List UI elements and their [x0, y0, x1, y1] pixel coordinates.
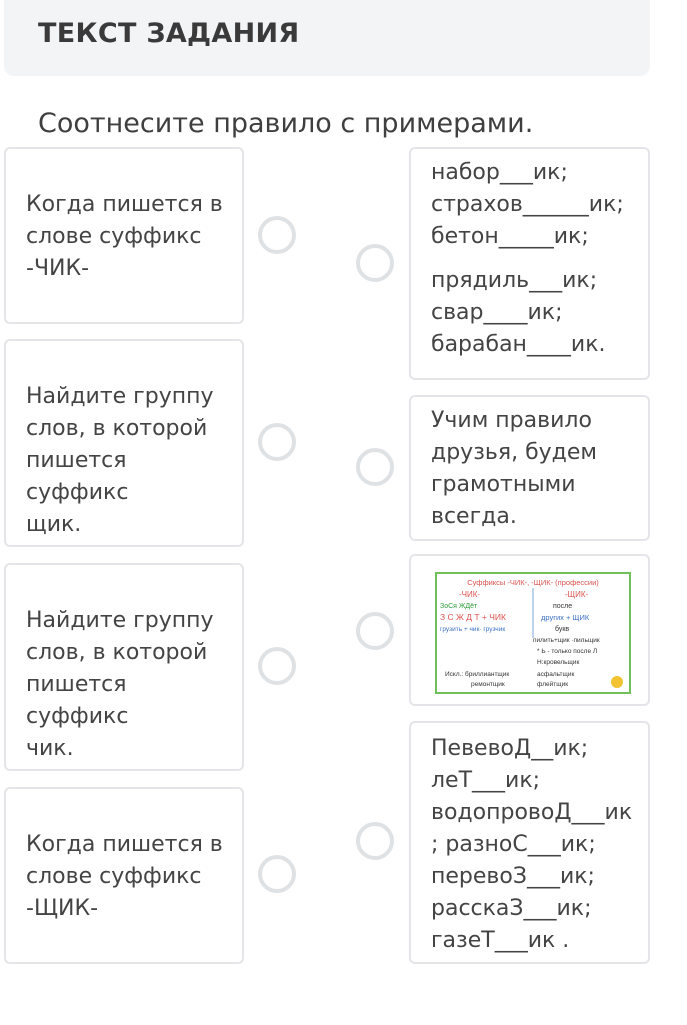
task-header [4, 0, 650, 76]
rule-image-col1-line1: ЗоСя ЖДёт [440, 603, 478, 610]
right-card-4-text: ПевевоД__ик; леТ___ик; водопровоД___ик ; разноС___ик; перевоЗ___ик; расскаЗ___ик; газеТ___ик . [431, 736, 633, 953]
rule-image-line5: * Ь - только после Л [537, 648, 598, 655]
right-radio-2[interactable] [356, 448, 394, 486]
rule-image-line4: пилить+щик ·пильщик [533, 637, 600, 644]
left-radio-3[interactable] [258, 647, 296, 685]
right-radio-4[interactable] [356, 822, 394, 860]
left-card-4-text: Когда пишется в слове суффикс -ЩИК- [26, 832, 223, 921]
left-radio-4[interactable] [258, 855, 296, 893]
right-card-3[interactable] [409, 554, 650, 706]
left-card-1[interactable] [4, 147, 244, 324]
rule-image-col2-header: -ЩИК- [565, 590, 589, 599]
right-card-1[interactable] [409, 147, 650, 380]
right-card-2[interactable] [409, 395, 650, 541]
rule-image-exception-2: асфальтщик [537, 671, 575, 678]
left-card-3[interactable] [4, 563, 244, 771]
rule-image-col2-line1: после [553, 603, 573, 610]
rule-image-col2-line2: других + ЩИК [541, 613, 590, 622]
right-card-4[interactable] [409, 721, 650, 964]
left-card-3-text: Найдите группу слов, в которой пишется суффикс чик. [26, 608, 214, 761]
left-card-1-text: Когда пишется в слове суффикс -ЧИК- [26, 192, 223, 281]
left-card-2[interactable] [4, 339, 244, 547]
rule-image-col2-line3: букв [555, 626, 570, 633]
left-card-4[interactable] [4, 787, 244, 964]
rule-image-title: Суффиксы -ЧИК-, -ЩИК- (профессии) [467, 578, 599, 587]
rule-image-line6: Н:кровельщик [537, 659, 580, 666]
question-text: Соотнесите правило с примерами. [38, 108, 534, 139]
right-card-1-text-b: прядиль___ик; свар____ик; барабан____ик. [431, 268, 606, 357]
right-card-2-text: Учим правило друзья, будем грамотными всегда. [431, 408, 598, 529]
rule-image-exception-4: флейтщик [537, 681, 569, 688]
suffix-rule-image [435, 572, 631, 694]
right-card-1-text-a: набор___ик; страхов______ик; бетон_____ик; [431, 160, 624, 249]
rule-image-exception-3: ремонтщик [471, 681, 505, 688]
right-radio-1[interactable] [356, 244, 394, 282]
right-radio-3[interactable] [356, 612, 394, 650]
rule-image-col1-line3: грузить + чик· грузчик [440, 626, 506, 633]
rule-image-col1-line2: З С Ж Д Т + ЧИК [440, 612, 506, 622]
left-radio-2[interactable] [258, 423, 296, 461]
left-radio-1[interactable] [258, 216, 296, 254]
task-header-title: ТЕКСТ ЗАДАНИЯ [38, 18, 300, 49]
rule-image-exception-1: Искл.: бриллиантщик [445, 671, 510, 678]
rule-image-col1-header: -ЧИК- [459, 590, 481, 599]
left-card-2-text: Найдите группу слов, в которой пишется суффикс щик. [26, 384, 214, 537]
owl-icon [611, 676, 623, 688]
